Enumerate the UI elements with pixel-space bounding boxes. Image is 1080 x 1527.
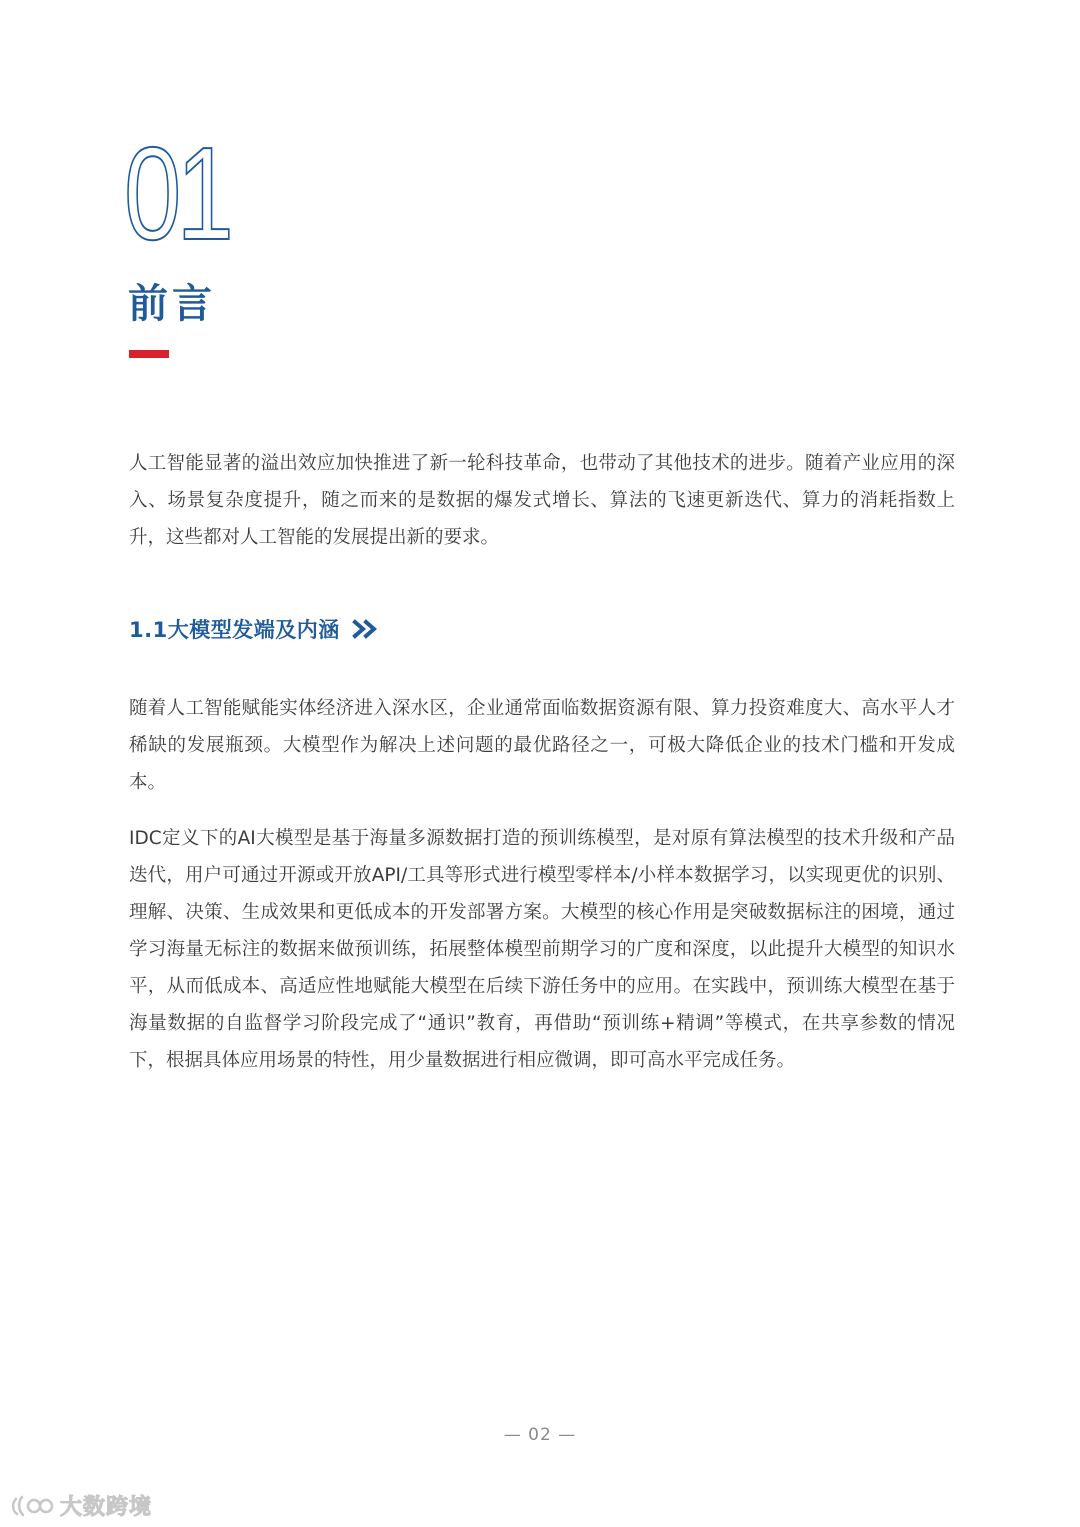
double-chevron-right-icon — [352, 619, 380, 639]
watermark — [10, 1490, 152, 1521]
section-heading-text: 1.1大模型发端及内涵 — [129, 618, 340, 642]
section-paragraph-2: IDC定义下的AI大模型是基于海量多源数据打造的预训练模型，是对原有算法模型的技术升级和产品迭代，用户可通过开源或开放API/工具等形式进行模型零样本/小样本数据学习，以实现更优的识别、理解、决策、生成效果和更低成本的开发部署方案。大模型的核心作用是突破数据标注的困境，通过学习海量无标注的数据来做预训练，拓展整体模型前期学习的广度和深度，以此提升大模型的知识水平，从而低成本、高适应性地赋能大模型在后续下游任务中的应用。在实践中，预训练大模型在基于海量数据的自监督学习阶段完成了“通识”教育，再借助“预训练+精调”等模式，在共享参数的情况下，根据具体应用场景的特性，用少量数据进行相应微调，即可高水平完成任务。 — [129, 828, 955, 1071]
chapter-title: 前言 — [128, 281, 216, 327]
section-heading — [129, 614, 380, 644]
watermark-text: 大数跨境 — [60, 1495, 153, 1520]
page-number: — 02 — — [503, 1425, 577, 1445]
chapter-number: 01 — [124, 120, 230, 267]
intro-paragraph: 人工智能显著的溢出效应加快推进了新一轮科技革命，也带动了其他技术的进步。随着产业应用的深入、场景复杂度提升，随之而来的是数据的爆发式增长、算法的飞速更新迭代、算力的消耗指数上升，这些都对人工智能的发展提出新的要求。 — [129, 453, 955, 548]
title-accent-bar — [129, 350, 169, 358]
section-paragraph-1: 随着人工智能赋能实体经济进入深水区，企业通常面临数据资源有限、算力投资难度大、高水平人才稀缺的发展瓶颈。大模型作为解决上述问题的最优路径之一，可极大降低企业的技术门槛和开发成本。 — [129, 698, 955, 793]
watermark-logo-icon — [10, 1493, 54, 1519]
